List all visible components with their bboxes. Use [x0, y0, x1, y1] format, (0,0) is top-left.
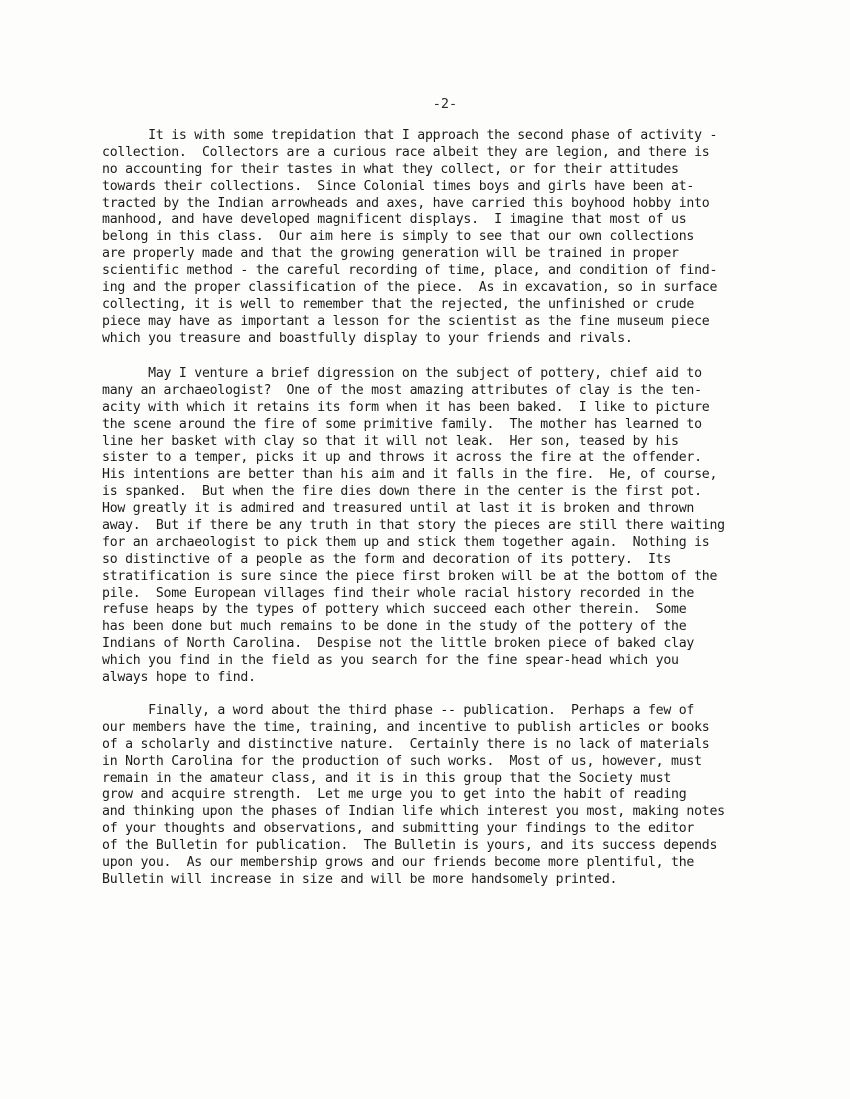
text-line: grow and acquire strength. Let me urge you to get into the habit of reading — [102, 787, 687, 803]
text-line: How greatly it is admired and treasured until at last it is broken and thrown — [102, 501, 695, 517]
text-line: so distinctive of a people as the form and decoration of its pottery. Its — [102, 551, 672, 567]
text-line: upon you. As our membership grows and our friends become more plentiful, the — [102, 855, 695, 871]
text-line: Bulletin will increase in size and will be more handsomely printed. — [102, 871, 618, 887]
text-line: sister to a temper, picks it up and throws it across the fire at the offender. — [102, 450, 702, 466]
text-line: many an archaeologist? One of the most amazing attributes of clay is the ten- — [102, 382, 702, 398]
text-line: is spanked. But when the fire dies down there in the center is the first pot. — [102, 484, 702, 500]
text-line: manhood, and have developed magnificent displays. I imagine that most of us — [102, 212, 687, 228]
text-line: has been done but much remains to be done in the study of the pottery of the — [102, 619, 687, 635]
text-line: always hope to find. — [102, 670, 256, 686]
text-line: collection. Collectors are a curious race albeit they are legion, and there is — [102, 144, 710, 160]
paragraph-publication — [102, 703, 725, 889]
text-line: are properly made and that the growing generation will be trained in proper — [102, 246, 679, 262]
text-line: of a scholarly and distinctive nature. Certainly there is no lack of materials — [102, 736, 710, 752]
page-number: -2- — [432, 96, 458, 112]
text-line: away. But if there be any truth in that story the pieces are still there waiting — [102, 518, 725, 534]
text-line: It is with some trepidation that I approach the second phase of activity - — [102, 128, 718, 143]
text-line: collecting, it is well to remember that the rejected, the unfinished or crude — [102, 296, 695, 312]
text-line: ing and the proper classification of the piece. As in excavation, so in surface — [102, 280, 718, 296]
text-line: which you find in the field as you search for the fine spear-head which you — [102, 653, 679, 669]
text-line: refuse heaps by the types of pottery which succeed each other therein. Some — [102, 602, 687, 618]
text-line: Indians of North Carolina. Despise not the little broken piece of baked clay — [102, 636, 695, 652]
text-line: in North Carolina for the production of such works. Most of us, however, must — [102, 753, 702, 769]
text-line: acity with which it retains its form when it has been baked. I like to picture — [102, 399, 710, 415]
text-line: piece may have as important a lesson for the scientist as the fine museum piece — [102, 313, 710, 329]
text-line: our members have the time, training, and incentive to publish articles or books — [102, 719, 710, 735]
paragraph-pottery — [102, 366, 725, 687]
text-line: remain in the amateur class, and it is in this group that the Society must — [102, 770, 672, 786]
text-line: and thinking upon the phases of Indian life which interest you most, making notes — [102, 804, 725, 820]
text-line: for an archaeologist to pick them up and stick them together again. Nothing is — [102, 534, 710, 550]
text-line: of the Bulletin for publication. The Bulletin is yours, and its success depends — [102, 838, 718, 854]
text-line: Finally, a word about the third phase -- publication. Perhaps a few of — [102, 703, 695, 718]
text-line: May I venture a brief digression on the subject of pottery, chief aid to — [102, 366, 702, 381]
text-line: stratification is sure since the piece first broken will be at the bottom of the — [102, 568, 718, 584]
text-line: which you treasure and boastfully display to your friends and rivals. — [102, 330, 633, 346]
text-line: belong in this class. Our aim here is simply to see that our own collections — [102, 229, 695, 245]
text-line: line her basket with clay so that it will not leak. Her son, teased by his — [102, 433, 679, 449]
text-line: His intentions are better than his aim and it falls in the fire. He, of course, — [102, 467, 718, 483]
text-line: towards their collections. Since Colonial times boys and girls have been at- — [102, 178, 695, 194]
paragraph-collection — [102, 128, 717, 348]
text-line: the scene around the fire of some primitive family. The mother has learned to — [102, 416, 702, 432]
text-line: no accounting for their tastes in what they collect, or for their attitudes — [102, 161, 679, 177]
text-line: tracted by the Indian arrowheads and axes, have carried this boyhood hobby into — [102, 195, 710, 211]
text-line: of your thoughts and observations, and submitting your findings to the editor — [102, 821, 695, 837]
text-line: pile. Some European villages find their whole racial history recorded in the — [102, 585, 695, 601]
text-line: scientific method - the careful recording of time, place, and condition of find- — [102, 263, 718, 279]
